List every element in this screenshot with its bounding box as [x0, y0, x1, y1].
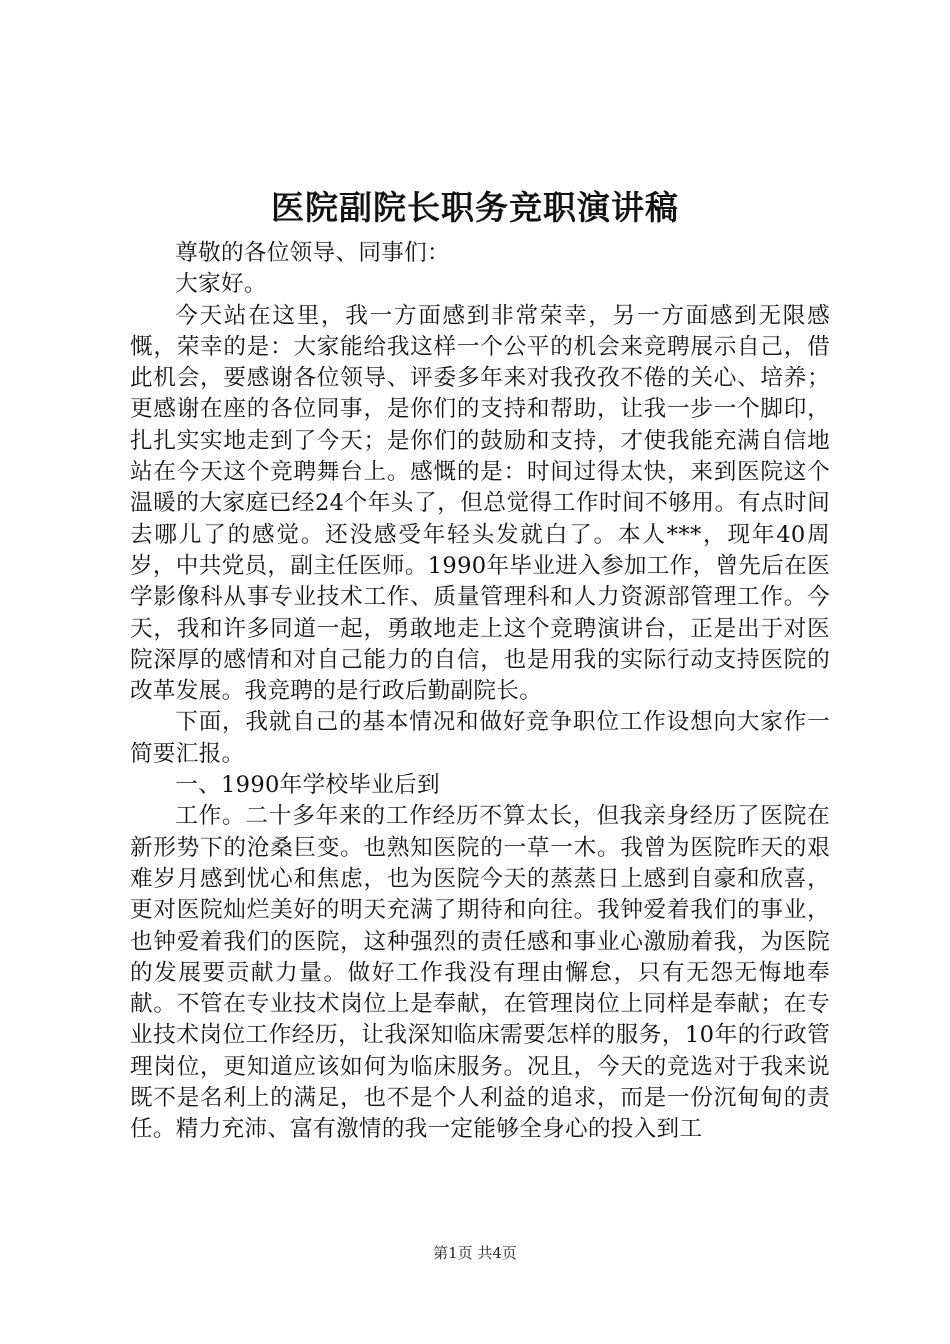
page-footer: 第1页 共4页: [433, 1244, 517, 1262]
paragraph-work-experience: 工作。二十多年来的工作经历不算太长，但我亲身经历了医院在新形势下的沧桑巨变。也熟知医院的一草一木。我曾为医院昨天的艰难岁月感到忧心和焦虑，也为医院今天的蒸蒸日上感到自豪和欣喜，更对医院灿烂美好的明天充满了期待和向往。我钟爱着我们的事业，也钟爱着我们的医院，这种强烈的责任感和事业心激励着我，为医院的发展要贡献力量。做好工作我没有理由懈怠，只有无怨无悔地奉献。不管在专业技术岗位上是奉献，在管理岗位上同样是奉献；在专业技术岗位工作经历，让我深知临床需要怎样的服务，10年的行政管理岗位，更知道应该如何为临床服务。况且，今天的竞选对于我来说既不是名利上的满足，也不是个人利益的追求，而是一份沉甸甸的责任。精力充沛、富有激情的我一定能够全身心的投入到工: [130, 803, 830, 1143]
paragraph-greeting: 尊敬的各位领导、同事们：: [175, 240, 450, 266]
paragraph-introduction: 今天站在这里，我一方面感到非常荣幸，另一方面感到无限感慨，荣幸的是：大家能给我这样一个公平的机会来竞聘展示自己，借此机会，要感谢各位领导、评委多年来对我孜孜不倦的关心、培养；更感谢在座的各位同事，是你们的支持和帮助，让我一步一个脚印，扎扎实实地走到了今天；是你们的鼓励和支持，才使我能充满自信地站在今天这个竞聘舞台上。感慨的是：时间过得太快，来到医院这个温暖的大家庭已经24个年头了，但总觉得工作时间不够用。有点时间去哪儿了的感觉。还没感受年轻头发就白了。本人***，现年40周岁，中共党员，副主任医师。1990年毕业进入参加工作，曾先后在医学影像科从事专业技术工作、质量管理科和人力资源部管理工作。今天，我和许多同道一起，勇敢地走上这个竞聘演讲台，正是出于对医院深厚的感情和对自己能力的自信，也是用我的实际行动支持医院的改革发展。我竞聘的是行政后勤副院长。: [130, 302, 830, 705]
paragraph-section-heading: 一、1990年学校毕业后到: [175, 772, 440, 799]
paragraph-report-intro: 下面，我就自己的基本情况和做好竞争职位工作设想向大家作一简要汇报。: [130, 709, 830, 767]
document-title: 医院副院长职务竞职演讲稿: [271, 188, 679, 227]
document-body: [130, 238, 830, 1146]
paragraph-hello: 大家好。: [175, 271, 267, 298]
